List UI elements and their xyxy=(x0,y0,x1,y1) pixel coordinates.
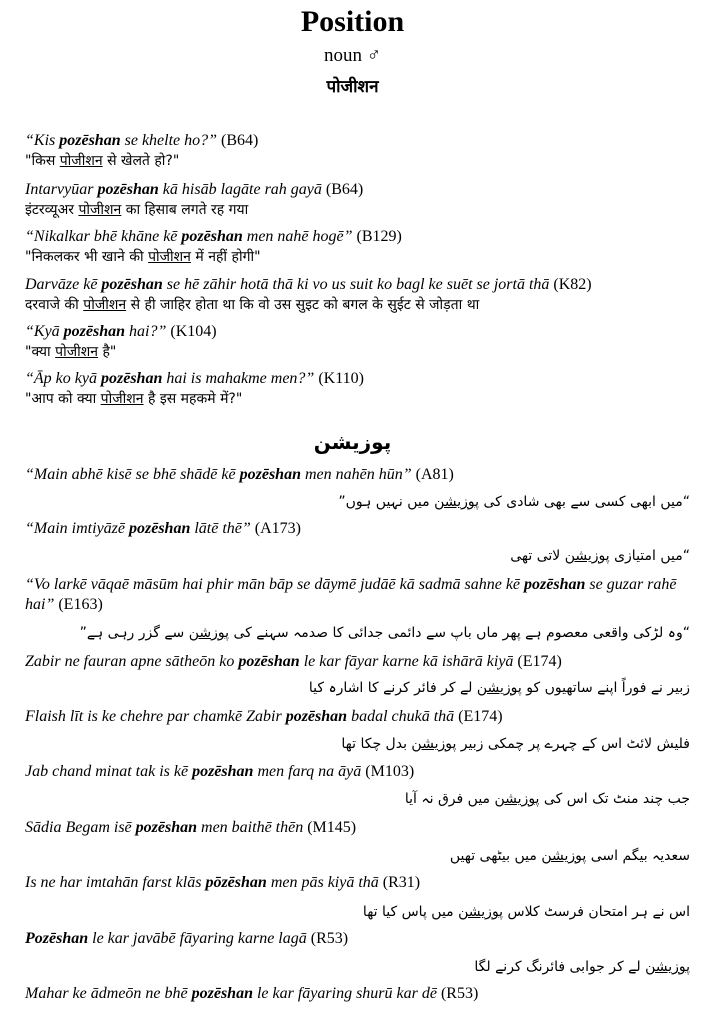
example-transliteration: Zabir ne fauran apne sātheōn ko pozēshan le kar fāyar karne kā ishārā kiyā (E174) xyxy=(25,653,562,670)
entry-title: Position xyxy=(300,5,405,38)
example-urdu: “میں ابھی کسی سے بھی شادی کی پوزیشن میں نہیں ہوں” xyxy=(338,494,690,510)
example-urdu: پوزیشن لے کر جوابی فائرنگ کرنے لگا xyxy=(474,959,690,975)
example-urdu: فلیش لائٹ اس کے چہرے پر چمکی زبیر پوزیشن بدل چکا تھا xyxy=(341,736,690,752)
example-hindi: इंटरव्यूअर पोजीशन का हिसाब लगते रह गया xyxy=(25,202,249,218)
example-urdu: جب چند منٹ تک اس کی پوزیشن میں فرق نہ آیا xyxy=(404,791,690,807)
example-transliteration: “Main abhē kisē se bhē shādē kē pozēshan men nahēn hūn” (A81) xyxy=(25,466,454,483)
urdu-headword: پوزیشن xyxy=(313,430,392,454)
example-urdu: اس نے ہر امتحان فرسٹ کلاس پوزیشن میں پاس کیا تھا xyxy=(362,904,690,920)
example-transliteration: Is ne har imtahān farst klās pōzēshan men pās kiyā thā (R31) xyxy=(25,874,421,891)
example-urdu: زبیر نے فوراً اپنے ساتھیوں کو پوزیشن لے کر فائر کرنے کا اشارہ کیا xyxy=(308,680,690,696)
example-transliteration: Pozēshan le kar javābē fāyaring karne lagā (R53) xyxy=(25,930,349,947)
example-transliteration: “Āp ko kyā pozēshan hai is mahakme men?” (K110) xyxy=(25,370,364,387)
example-transliteration: “Nikalkar bhē khāne kē pozēshan men nahē hogē” (B129) xyxy=(25,228,402,245)
example-transliteration: Mahar ke ādmeōn ne bhē pozēshan le kar fāyaring shurū kar dē (R53) xyxy=(25,985,479,1002)
example-transliteration: “Main imtiyāzē pozēshan lātē thē” (A173) xyxy=(25,520,302,537)
example-transliteration: “Kyā pozēshan hai?” (K104) xyxy=(25,323,217,340)
example-urdu: “وہ لڑکی واقعی معصوم ہے پھر ماں باپ سے دائمی جدائی کا صدمہ سہنے کی پوزشن سے گزر رہی ہے” xyxy=(79,625,690,641)
example-urdu: “میں امتیازی پوزیشن لاتی تھی xyxy=(510,548,690,564)
part-of-speech: noun ♂ xyxy=(324,45,381,66)
example-transliteration: Intarvyūar pozēshan kā hisāb lagāte rah gayā (B64) xyxy=(25,181,364,198)
example-hindi: "किस पोजीशन से खेलते हो?" xyxy=(25,153,180,169)
example-hindi: दरवाजे की पोजीशन से ही जाहिर होता था कि वो उस सुइट को बगल के सुईट से जोड़ता था xyxy=(25,297,480,313)
example-hindi: "निकलकर भी खाने की पोजीशन में नहीं होगी" xyxy=(25,249,261,265)
example-hindi: "क्या पोजीशन है" xyxy=(25,344,117,360)
example-transliteration: “Kis pozēshan se khelte ho?” (B64) xyxy=(25,132,259,149)
example-hindi: "आप को क्या पोजीशन है इस महकमे में?" xyxy=(25,391,243,407)
example-transliteration: Sādia Begam isē pozēshan men baithē thēn (M145) xyxy=(25,819,357,836)
example-transliteration: Jab chand minat tak is kē pozēshan men farq na āyā (M103) xyxy=(25,763,415,780)
example-urdu: سعدیہ بیگم اسی پوزیشن میں بیٹھی تھیں xyxy=(449,848,690,864)
example-transliteration: Flaish līt is ke chehre par chamkē Zabir pozēshan badal chukā thā (E174) xyxy=(25,708,503,725)
example-transliteration: “Vo larkē vāqaē māsūm hai phir mān bāp se dāymē judāē kā sadmā sahne kē pozēshan se guzar rahē hai” (E163) xyxy=(25,576,677,613)
hindi-headword: पोजीशन xyxy=(326,77,379,97)
example-transliteration: Darvāze kē pozēshan se hē zāhir hotā thā ki vo us suit ko bagl ke suēt se jortā thā (K82) xyxy=(25,276,592,293)
